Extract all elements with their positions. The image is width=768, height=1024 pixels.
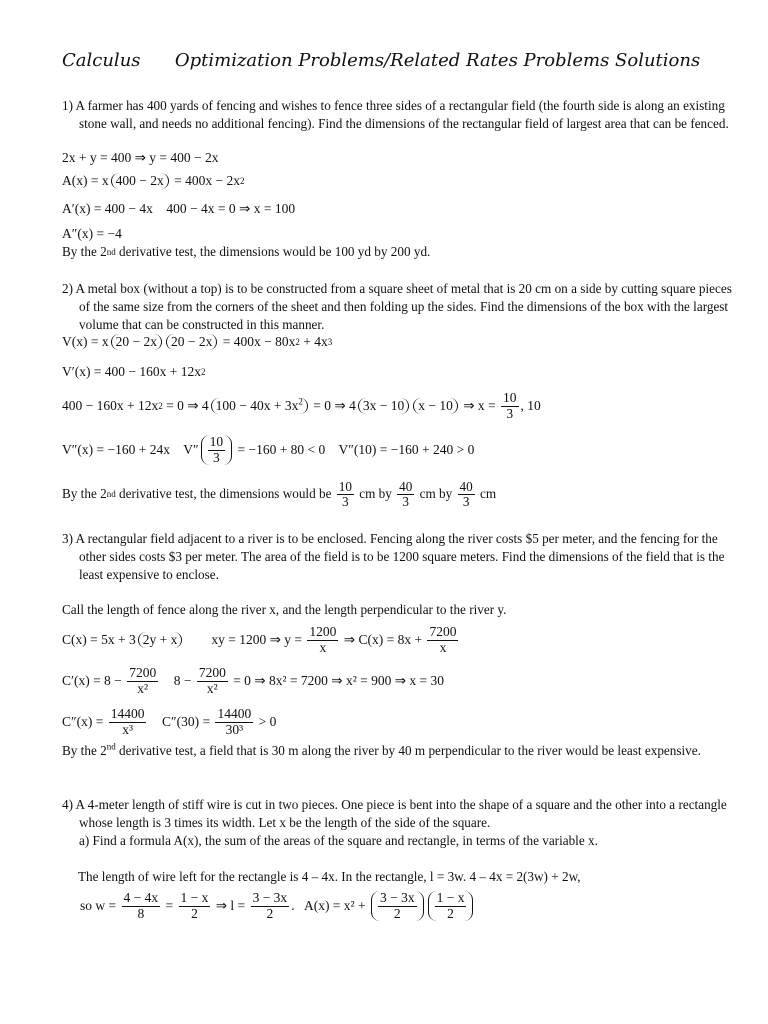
equation-text: C(x) = 5x + 3 [62, 632, 136, 647]
numerator: 7200 [198, 665, 226, 681]
equation-text: = 0 ⇒ 4 [162, 398, 209, 413]
equation-text: = 0 ⇒ 4 [309, 398, 356, 413]
denominator: x [319, 639, 327, 655]
problem-2-conclusion: By the 2 nd derivative test, the dimensions would be $\frac{10}{3}$ cm by $\frac{40}{3}$ cm by $\frac{40}{3}$ cm [62, 478, 497, 509]
numerator: 3 − 3x [252, 890, 288, 906]
fraction [378, 891, 417, 920]
denominator: x² [206, 680, 218, 696]
numerator: 14400 [110, 706, 145, 722]
equation-text: C″(30) = [148, 714, 214, 729]
fraction [127, 666, 158, 695]
denominator: x² [137, 680, 149, 696]
problem-1-equation-4 [62, 226, 122, 242]
equation-text: A(x) = x [62, 173, 109, 188]
conclusion-text: By the 2 [62, 486, 107, 501]
equation-text: V′(x) = 400 − 160x + 12x [62, 364, 202, 379]
denominator: 3 [342, 493, 349, 509]
equation-text: 2x + y = 400 ⇒ y = 400 − 2x [62, 150, 219, 165]
problem-1-statement: 1) A farmer has 400 yards of fencing and wishes to fence three sides of a rectangular field (the fourth side is along an existing stone wall, and needs no additional fencing). Find the dimensions of the rectangular field of largest area that can be fenced. [62, 98, 729, 131]
fraction [427, 625, 458, 654]
equation-text: + 4x [299, 334, 328, 349]
fraction [397, 480, 414, 509]
problem-2-equation-3: 400 − 160x + 12x 2 = 0 ⇒ 4 $100 - 40x + 3x^2$ = 0 ⇒ 4 3x − 10 x − 10 ⇒ x = $\frac{10}{3}$ , 10 [62, 390, 541, 421]
numerator: 4 − 4x [123, 890, 159, 906]
fraction [122, 891, 161, 920]
denominator: 3 [212, 449, 220, 465]
numerator: 10 [503, 390, 517, 406]
conclusion-text: derivative test, the dimensions would be [115, 486, 335, 501]
conclusion-text: cm [476, 486, 497, 501]
equation-text: xy = 1200 ⇒ y = [184, 632, 306, 647]
problem-3-statement: 3) A rectangular field adjacent to a river is to be enclosed. Fencing along the river costs $5 per meter, and the fencing for the other sides costs $3 per meter. The area of the field is to be 1200 square meters. Find the dimensions of the field that is the least expensive to enclose. [62, 531, 725, 582]
numerator: 7200 [429, 624, 457, 640]
equation-text: so w = [80, 898, 120, 913]
problem-2-equation-1: V(x) = x 20 − 2x 20 − 2x = 400x − 80x 2 + 4x 3 [62, 334, 333, 349]
numerator: 10 [338, 478, 352, 494]
ordinal-suffix: nd [106, 741, 116, 752]
equation-text: V(x) = x [62, 334, 109, 349]
problem-2-equation-4 [62, 428, 474, 472]
problem-2-equation-2: V′(x) = 400 − 160x + 12x 2 [62, 364, 206, 379]
problem-1-equation-1 [62, 150, 219, 166]
parenthesized-term: 2y + x [138, 632, 183, 648]
equation-text: ⇒ C(x) = 8x + [340, 632, 426, 647]
fraction [109, 707, 147, 736]
denominator: x³ [122, 721, 134, 737]
denominator: 30³ [225, 721, 244, 737]
problem-3-equation-1 [62, 622, 460, 658]
equation-text: V″(x) = −160 + 24x V″ [62, 442, 199, 457]
numerator: 10 [209, 434, 224, 450]
conclusion-text: By the 2 [62, 244, 107, 259]
fraction [501, 391, 519, 420]
equation-text: A′(x) = 400 − 4x 400 − 4x = 0 ⇒ x = 100 [62, 201, 296, 216]
fraction [251, 891, 290, 920]
fraction [215, 707, 253, 736]
equation-text: C′(x) = 8 − [62, 673, 126, 688]
equation-text: = −160 + 80 < 0 V″(10) = −160 + 240 > 0 [234, 442, 475, 457]
equation-text: A″(x) = −4 [62, 226, 122, 241]
page-title: Calculus Optimization Problems/Related Rates Problems Solutions [62, 50, 701, 71]
numerator: 7200 [129, 665, 157, 681]
parenthesized-term: 3x − 10 [358, 398, 409, 414]
denominator: 2 [447, 905, 454, 921]
numerator: 3 − 3x [379, 890, 415, 906]
equation-text: C″(x) = [62, 714, 107, 729]
equation-text: = [162, 898, 177, 913]
equation-text: ⇒ l = [212, 898, 249, 913]
denominator: 2 [266, 905, 274, 921]
equation-text: 100 − 40x + 3x [215, 398, 299, 413]
problem-2-statement: 2) A metal box (without a top) is to be constructed from a square sheet of metal that is 20 cm on a side by cutting square pieces of the same size from the corners of the sheet and then folding up the sides. Find the dimensions of the box with the largest volume that can be constructed in this manner. [62, 281, 732, 332]
problem-4-equation [80, 886, 475, 926]
fraction [307, 625, 338, 654]
exponent: 2 [298, 396, 303, 407]
problem-1-equation-3 [62, 201, 295, 217]
equation-text: ⇒ x = [459, 398, 500, 413]
equation-text: = 400x − 80x [219, 334, 296, 349]
denominator: 3 [506, 405, 514, 421]
numerator: 40 [459, 478, 473, 494]
conclusion-text: derivative test, the dimensions would be 100 yd by 200 yd. [115, 244, 431, 259]
equation-text: = 0 ⇒ 8x² = 7200 ⇒ x² = 900 ⇒ x = 30 [229, 673, 445, 688]
denominator: 3 [462, 493, 470, 509]
problem-4-statement: 4) A 4-meter length of stiff wire is cut in two pieces. One piece is bent into the shape of a square and the other into a rectangle whose length is 3 times its width. Let x be the length of the side of the square. [62, 797, 727, 830]
fraction [179, 891, 211, 920]
conclusion-text: By the 2 [62, 743, 107, 758]
parenthesized-term: x − 10 [413, 398, 458, 414]
numerator: 40 [399, 478, 413, 494]
numerator: 1200 [309, 624, 337, 640]
fraction [208, 435, 226, 464]
problem-3-equation-2 [62, 662, 444, 700]
problem-1-conclusion: By the 2 nd derivative test, the dimensions would be 100 yd by 200 yd. [62, 244, 431, 259]
equation-text: 8 − [160, 673, 195, 688]
denominator: x [439, 639, 447, 655]
equation-text: . A(x) = x² + [291, 898, 369, 913]
fraction [458, 480, 475, 509]
denominator: 3 [402, 493, 410, 509]
fraction [197, 666, 228, 695]
parenthesized-term: 20 − 2x [166, 334, 217, 350]
numerator: 1 − x [180, 890, 209, 906]
equation-text: 400 − 160x + 12x [62, 398, 159, 413]
fraction [435, 891, 467, 920]
problem-1-equation-2: A(x) = x 400 − 2x = 400x − 2x 2 [62, 173, 245, 188]
parenthesized-term [428, 891, 474, 920]
problem-4-part-a: a) Find a formula A(x), the sum of the areas of the square and rectangle, in terms of the variable x. [79, 833, 598, 848]
parenthesized-term: 20 − 2x [111, 334, 162, 350]
conclusion-text: derivative test, a field that is 30 m along the river by 40 m perpendicular to the river would be least expensive. [115, 743, 701, 758]
equation-text: > 0 [255, 714, 277, 729]
conclusion-text: cm by [416, 486, 456, 501]
denominator: 2 [191, 905, 198, 921]
denominator: 8 [137, 905, 145, 921]
parenthesized-term [201, 435, 233, 464]
problem-3-intro: Call the length of fence along the river x, and the length perpendicular to the river y. [62, 602, 507, 617]
parenthesized-term: 400 − 2x [111, 173, 169, 189]
equation-text: , 10 [520, 398, 541, 413]
parenthesized-term [371, 891, 424, 920]
fraction [337, 480, 354, 509]
parenthesized-term [211, 398, 308, 414]
numerator: 14400 [217, 706, 252, 722]
numerator: 1 − x [436, 890, 465, 906]
problem-3-equation-3 [62, 704, 276, 740]
equation-text: = 400x − 2x [170, 173, 240, 188]
conclusion-text: cm by [355, 486, 396, 501]
problem-4-wire-text: The length of wire left for the rectangle is 4 – 4x. In the rectangle, l = 3w. 4 – 4x = 2(3w) + 2w, [78, 869, 581, 884]
denominator: 2 [393, 905, 401, 921]
problem-3-conclusion [62, 742, 739, 760]
